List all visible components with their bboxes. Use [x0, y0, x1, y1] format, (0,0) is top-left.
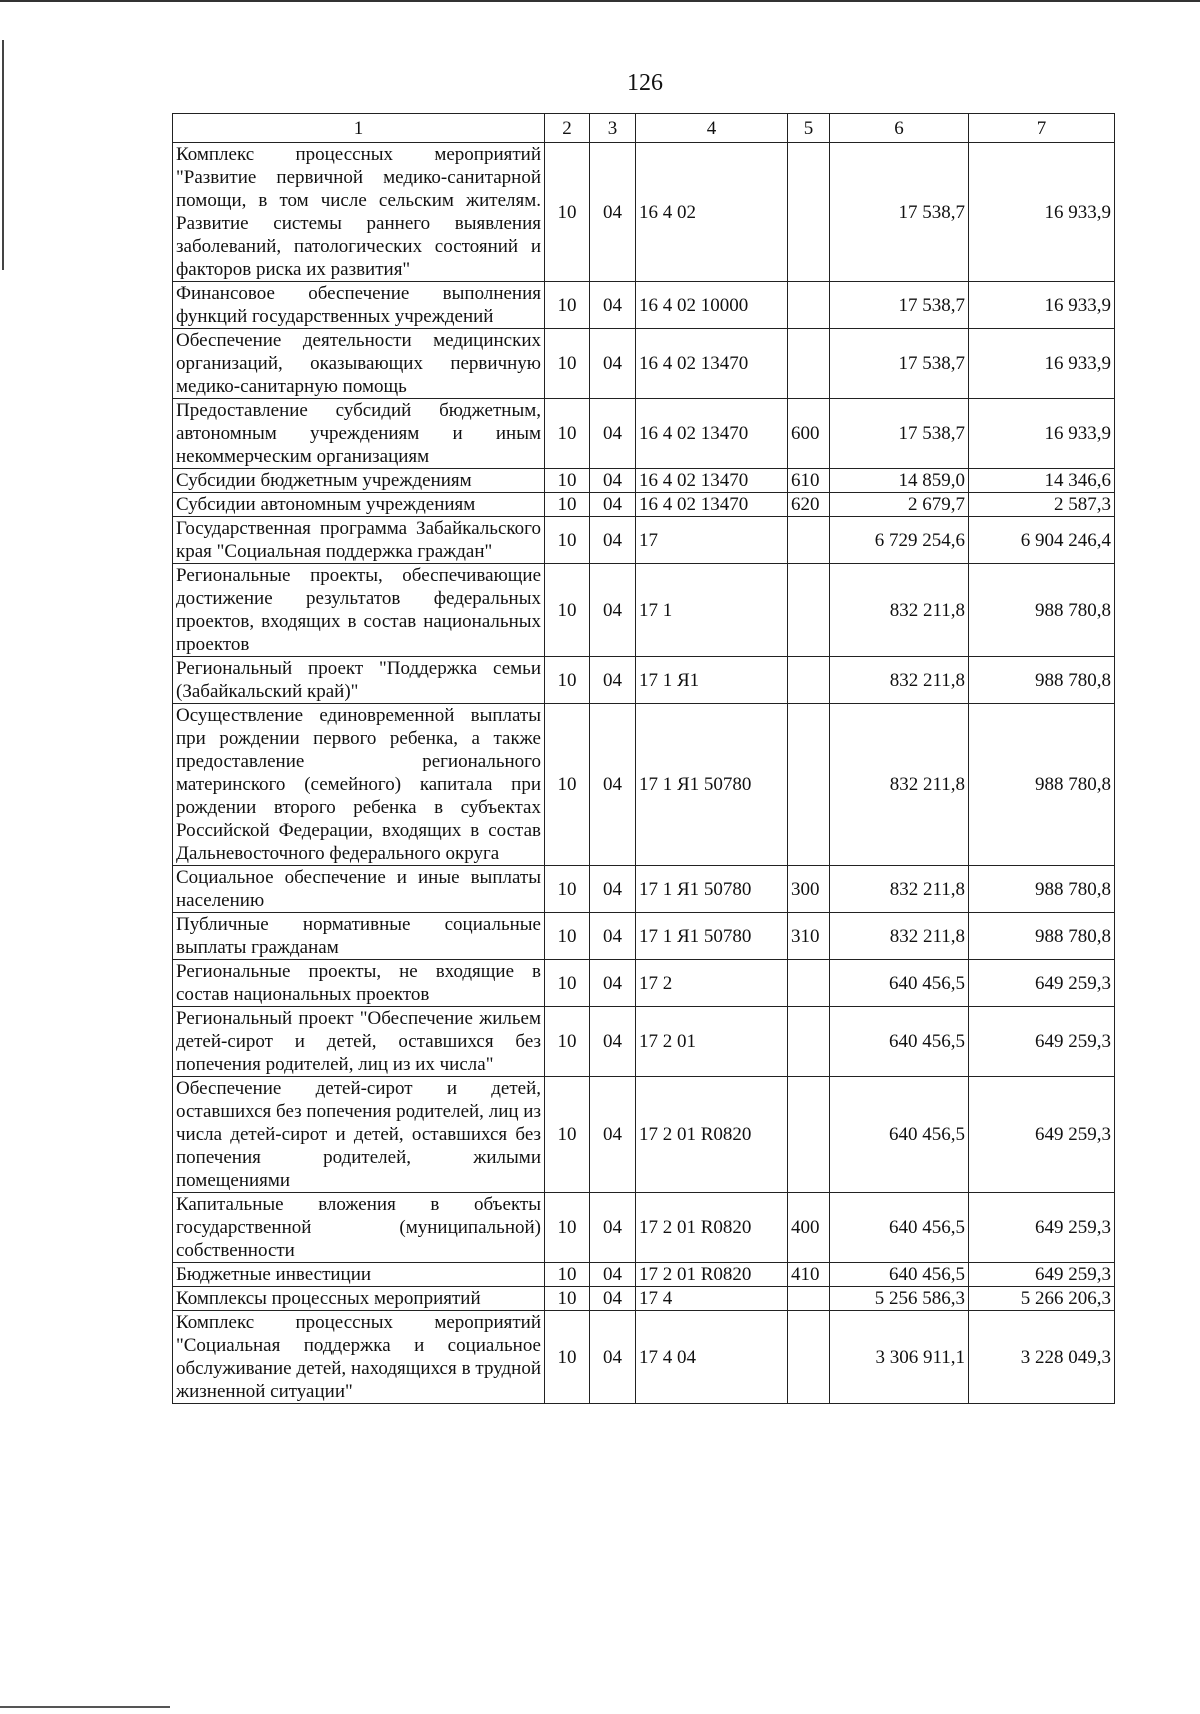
section-code-cell: 10 — [545, 399, 590, 469]
subsection-code-cell: 04 — [590, 1007, 636, 1077]
target-article-cell: 17 2 01 R0820 — [636, 1193, 788, 1263]
row-name-cell: Осуществление единовременной выплаты при рождении первого ребенка, а также предоставление регионального материнского (семейного) капитала при рождении второго ребенка в субъектах Российской Федерации, входящих в состав Дальневосточного федерального округа — [173, 704, 545, 866]
target-article-cell: 16 4 02 13470 — [636, 469, 788, 493]
section-code-cell: 10 — [545, 469, 590, 493]
row-name-cell: Социальное обеспечение и иные выплаты населению — [173, 866, 545, 913]
row-name-cell: Региональные проекты, обеспечивающие достижение результатов федеральных проектов, входящих в состав национальных проектов — [173, 564, 545, 657]
expense-type-cell — [788, 1287, 830, 1311]
subsection-code-cell: 04 — [590, 913, 636, 960]
table-row — [173, 469, 1115, 493]
column-header: 6 — [830, 114, 969, 143]
row-name-cell: Региональный проект "Обеспечение жильем детей-сирот и детей, оставшихся без попечения родителей, лиц из их числа" — [173, 1007, 545, 1077]
subsection-code-cell: 04 — [590, 1287, 636, 1311]
column-header: 5 — [788, 114, 830, 143]
subsection-code-cell: 04 — [590, 143, 636, 282]
table-row — [173, 564, 1115, 657]
amount-col6-cell: 640 456,5 — [830, 1263, 969, 1287]
table-row — [173, 960, 1115, 1007]
target-article-cell: 17 1 Я1 — [636, 657, 788, 704]
section-code-cell: 10 — [545, 1263, 590, 1287]
amount-col7-cell: 16 933,9 — [969, 143, 1115, 282]
amount-col6-cell: 640 456,5 — [830, 1077, 969, 1193]
amount-col7-cell: 5 266 206,3 — [969, 1287, 1115, 1311]
section-code-cell: 10 — [545, 913, 590, 960]
amount-col6-cell: 6 729 254,6 — [830, 517, 969, 564]
row-name-cell: Региональный проект "Поддержка семьи (Забайкальский край)" — [173, 657, 545, 704]
section-code-cell: 10 — [545, 1311, 590, 1404]
table-row — [173, 517, 1115, 564]
expense-type-cell — [788, 960, 830, 1007]
expense-type-cell — [788, 1311, 830, 1404]
expense-type-cell — [788, 517, 830, 564]
table-row — [173, 1077, 1115, 1193]
section-code-cell: 10 — [545, 564, 590, 657]
expense-type-cell — [788, 143, 830, 282]
expense-type-cell: 610 — [788, 469, 830, 493]
scan-edge-bottom — [0, 1706, 170, 1708]
target-article-cell: 16 4 02 13470 — [636, 493, 788, 517]
table-body — [173, 143, 1115, 1404]
row-name-cell: Публичные нормативные социальные выплаты гражданам — [173, 913, 545, 960]
amount-col6-cell: 2 679,7 — [830, 493, 969, 517]
table-row — [173, 329, 1115, 399]
table-row — [173, 1007, 1115, 1077]
amount-col6-cell: 17 538,7 — [830, 282, 969, 329]
column-header: 7 — [969, 114, 1115, 143]
subsection-code-cell: 04 — [590, 1193, 636, 1263]
subsection-code-cell: 04 — [590, 282, 636, 329]
subsection-code-cell: 04 — [590, 469, 636, 493]
target-article-cell: 17 2 01 R0820 — [636, 1263, 788, 1287]
expense-type-cell: 410 — [788, 1263, 830, 1287]
amount-col7-cell: 988 780,8 — [969, 704, 1115, 866]
subsection-code-cell: 04 — [590, 1311, 636, 1404]
row-name-cell: Капитальные вложения в объекты государственной (муниципальной) собственности — [173, 1193, 545, 1263]
amount-col7-cell: 988 780,8 — [969, 657, 1115, 704]
column-header: 2 — [545, 114, 590, 143]
table-row — [173, 282, 1115, 329]
expense-type-cell — [788, 1077, 830, 1193]
expense-type-cell — [788, 282, 830, 329]
section-code-cell: 10 — [545, 329, 590, 399]
amount-col6-cell: 640 456,5 — [830, 1007, 969, 1077]
amount-col7-cell: 649 259,3 — [969, 1193, 1115, 1263]
amount-col7-cell: 14 346,6 — [969, 469, 1115, 493]
section-code-cell: 10 — [545, 1193, 590, 1263]
row-name-cell: Финансовое обеспечение выполнения функций государственных учреждений — [173, 282, 545, 329]
expense-type-cell: 300 — [788, 866, 830, 913]
target-article-cell: 17 1 Я1 50780 — [636, 704, 788, 866]
subsection-code-cell: 04 — [590, 564, 636, 657]
table-row — [173, 1287, 1115, 1311]
amount-col6-cell: 832 211,8 — [830, 866, 969, 913]
section-code-cell: 10 — [545, 657, 590, 704]
expense-type-cell — [788, 704, 830, 866]
amount-col7-cell: 16 933,9 — [969, 282, 1115, 329]
table-row — [173, 143, 1115, 282]
target-article-cell: 17 — [636, 517, 788, 564]
amount-col6-cell: 17 538,7 — [830, 329, 969, 399]
amount-col6-cell: 832 211,8 — [830, 913, 969, 960]
section-code-cell: 10 — [545, 1287, 590, 1311]
amount-col7-cell: 16 933,9 — [969, 329, 1115, 399]
amount-col6-cell: 832 211,8 — [830, 704, 969, 866]
expense-type-cell — [788, 564, 830, 657]
table-row — [173, 1311, 1115, 1404]
section-code-cell: 10 — [545, 143, 590, 282]
expense-type-cell — [788, 329, 830, 399]
table-row — [173, 1193, 1115, 1263]
column-header: 1 — [173, 114, 545, 143]
target-article-cell: 17 1 Я1 50780 — [636, 913, 788, 960]
subsection-code-cell: 04 — [590, 399, 636, 469]
subsection-code-cell: 04 — [590, 1077, 636, 1193]
expense-type-cell — [788, 657, 830, 704]
target-article-cell: 17 1 Я1 50780 — [636, 866, 788, 913]
amount-col7-cell: 988 780,8 — [969, 913, 1115, 960]
amount-col6-cell: 640 456,5 — [830, 1193, 969, 1263]
table-header-row — [173, 114, 1115, 143]
section-code-cell: 10 — [545, 866, 590, 913]
target-article-cell: 16 4 02 10000 — [636, 282, 788, 329]
amount-col7-cell: 649 259,3 — [969, 1007, 1115, 1077]
section-code-cell: 10 — [545, 704, 590, 866]
table-row — [173, 1263, 1115, 1287]
amount-col7-cell: 16 933,9 — [969, 399, 1115, 469]
row-name-cell: Государственная программа Забайкальского края "Социальная поддержка граждан" — [173, 517, 545, 564]
section-code-cell: 10 — [545, 1077, 590, 1193]
row-name-cell: Субсидии бюджетным учреждениям — [173, 469, 545, 493]
column-header: 3 — [590, 114, 636, 143]
target-article-cell: 17 2 01 — [636, 1007, 788, 1077]
target-article-cell: 16 4 02 13470 — [636, 399, 788, 469]
budget-table — [172, 113, 1115, 1404]
subsection-code-cell: 04 — [590, 704, 636, 866]
row-name-cell: Субсидии автономным учреждениям — [173, 493, 545, 517]
target-article-cell: 17 2 — [636, 960, 788, 1007]
amount-col6-cell: 17 538,7 — [830, 143, 969, 282]
target-article-cell: 17 4 04 — [636, 1311, 788, 1404]
section-code-cell: 10 — [545, 1007, 590, 1077]
amount-col6-cell: 3 306 911,1 — [830, 1311, 969, 1404]
row-name-cell: Комплекс процессных мероприятий "Социальная поддержка и социальное обслуживание детей, находящихся в трудной жизненной ситуации" — [173, 1311, 545, 1404]
amount-col7-cell: 988 780,8 — [969, 866, 1115, 913]
expense-type-cell: 310 — [788, 913, 830, 960]
expense-type-cell: 400 — [788, 1193, 830, 1263]
section-code-cell: 10 — [545, 493, 590, 517]
subsection-code-cell: 04 — [590, 657, 636, 704]
section-code-cell: 10 — [545, 960, 590, 1007]
subsection-code-cell: 04 — [590, 866, 636, 913]
row-name-cell: Обеспечение детей-сирот и детей, оставшихся без попечения родителей, лиц из числа детей-сирот и детей, оставшихся без попечения родителей, жилыми помещениями — [173, 1077, 545, 1193]
target-article-cell: 17 1 — [636, 564, 788, 657]
target-article-cell: 16 4 02 — [636, 143, 788, 282]
amount-col6-cell: 832 211,8 — [830, 657, 969, 704]
amount-col6-cell: 14 859,0 — [830, 469, 969, 493]
page-number: 126 — [627, 70, 663, 96]
expense-type-cell — [788, 1007, 830, 1077]
subsection-code-cell: 04 — [590, 517, 636, 564]
target-article-cell: 17 4 — [636, 1287, 788, 1311]
table-row — [173, 657, 1115, 704]
target-article-cell: 17 2 01 R0820 — [636, 1077, 788, 1193]
amount-col7-cell: 649 259,3 — [969, 960, 1115, 1007]
subsection-code-cell: 04 — [590, 960, 636, 1007]
amount-col6-cell: 832 211,8 — [830, 564, 969, 657]
subsection-code-cell: 04 — [590, 493, 636, 517]
subsection-code-cell: 04 — [590, 1263, 636, 1287]
row-name-cell: Бюджетные инвестиции — [173, 1263, 545, 1287]
row-name-cell: Комплекс процессных мероприятий "Развитие первичной медико-санитарной помощи, в том числе сельским жителям. Развитие системы раннего выявления заболеваний, патологических состояний и факторов риска их развития" — [173, 143, 545, 282]
table-row — [173, 913, 1115, 960]
row-name-cell: Региональные проекты, не входящие в состав национальных проектов — [173, 960, 545, 1007]
table-row — [173, 866, 1115, 913]
expense-type-cell: 620 — [788, 493, 830, 517]
amount-col7-cell: 649 259,3 — [969, 1263, 1115, 1287]
subsection-code-cell: 04 — [590, 329, 636, 399]
table-row — [173, 493, 1115, 517]
amount-col7-cell: 988 780,8 — [969, 564, 1115, 657]
amount-col6-cell: 640 456,5 — [830, 960, 969, 1007]
amount-col7-cell: 2 587,3 — [969, 493, 1115, 517]
table-row — [173, 399, 1115, 469]
table-row — [173, 704, 1115, 866]
target-article-cell: 16 4 02 13470 — [636, 329, 788, 399]
scan-edge-top — [0, 0, 1200, 2]
row-name-cell: Комплексы процессных мероприятий — [173, 1287, 545, 1311]
section-code-cell: 10 — [545, 517, 590, 564]
amount-col7-cell: 6 904 246,4 — [969, 517, 1115, 564]
amount-col6-cell: 5 256 586,3 — [830, 1287, 969, 1311]
section-code-cell: 10 — [545, 282, 590, 329]
amount-col6-cell: 17 538,7 — [830, 399, 969, 469]
expense-type-cell: 600 — [788, 399, 830, 469]
amount-col7-cell: 3 228 049,3 — [969, 1311, 1115, 1404]
column-header: 4 — [636, 114, 788, 143]
row-name-cell: Обеспечение деятельности медицинских организаций, оказывающих первичную медико-санитарную помощь — [173, 329, 545, 399]
row-name-cell: Предоставление субсидий бюджетным, автономным учреждениям и иным некоммерческим организациям — [173, 399, 545, 469]
amount-col7-cell: 649 259,3 — [969, 1077, 1115, 1193]
